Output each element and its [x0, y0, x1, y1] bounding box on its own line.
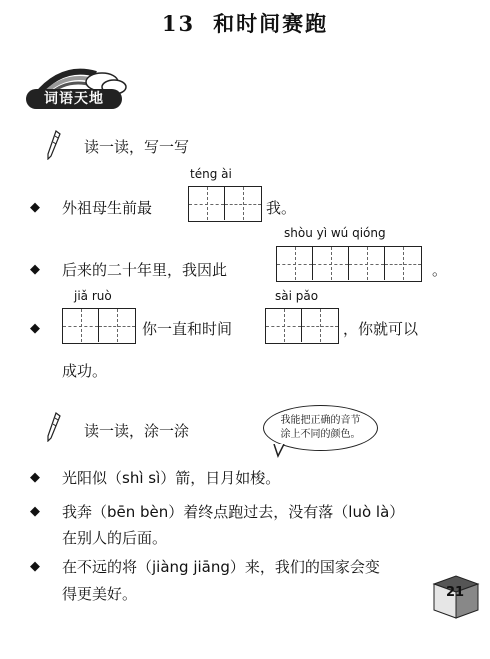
bubble-tail — [272, 444, 288, 458]
pinyin-label: jiǎ ruò — [74, 289, 112, 303]
section-badge — [22, 62, 130, 114]
item3-after: ，你就可以 — [343, 320, 419, 338]
grid-cell[interactable] — [266, 309, 302, 342]
item2-before: 后来的二十年里，我因此 — [62, 261, 228, 279]
pinyin-label: téng ài — [190, 167, 232, 181]
bubble-line: 我能把正确的音节 — [280, 415, 361, 426]
grid-cell[interactable] — [349, 247, 385, 280]
pinyin-label: sài pǎo — [275, 289, 319, 303]
activity1-heading: 读一读，写一写 — [84, 138, 190, 156]
sentence-2-continuation: 在别人的后面。 — [62, 529, 168, 547]
item1-after: 我。 — [266, 199, 297, 217]
sentence-3-continuation: 得更美好。 — [62, 585, 138, 603]
item2-after: 。 — [432, 261, 448, 279]
bullet-icon: ◆ — [30, 504, 40, 519]
grid-cell[interactable] — [225, 187, 261, 220]
bullet-icon: ◆ — [30, 559, 40, 574]
item1-before: 外祖母生前最 — [62, 199, 153, 217]
grid-cell[interactable] — [277, 247, 313, 280]
bullet-icon: ◆ — [30, 470, 40, 485]
grid-cell[interactable] — [189, 187, 225, 220]
grid-cell[interactable] — [313, 247, 349, 280]
pinyin-label: shòu yì wú qióng — [284, 226, 386, 240]
sentence-3: 在不远的将（jiàng jiāng）来，我们的国家会变 — [62, 558, 380, 576]
writing-grid[interactable] — [265, 308, 339, 344]
pencil-icon — [44, 130, 62, 160]
writing-grid[interactable] — [62, 308, 136, 344]
grid-cell[interactable] — [385, 247, 421, 280]
item3-continuation: 成功。 — [62, 362, 108, 380]
writing-grid[interactable] — [188, 186, 262, 222]
grid-cell[interactable] — [302, 309, 338, 342]
pencil-icon — [44, 412, 62, 442]
bullet-icon: ◆ — [30, 321, 40, 336]
writing-grid[interactable] — [276, 246, 422, 282]
section-badge-label: 词语天地 — [26, 89, 122, 109]
page-number: 21 — [446, 585, 465, 600]
sentence-2: 我奔（bēn bèn）着终点跑过去，没有落（luò là） — [62, 503, 405, 521]
grid-cell[interactable] — [99, 309, 135, 342]
grid-cell[interactable] — [63, 309, 99, 342]
bullet-icon: ◆ — [30, 262, 40, 277]
item3-middle: 你一直和时间 — [142, 320, 233, 338]
bullet-icon: ◆ — [30, 200, 40, 215]
lesson-title: 和时间赛跑 — [213, 11, 329, 36]
sentence-1: 光阳似（shì sì）箭，日月如梭。 — [62, 469, 281, 487]
bubble-line: 涂上不同的颜色。 — [280, 429, 361, 440]
activity2-heading: 读一读，涂一涂 — [84, 422, 190, 440]
lesson-number: 13 — [161, 11, 196, 36]
page-title — [0, 8, 490, 38]
